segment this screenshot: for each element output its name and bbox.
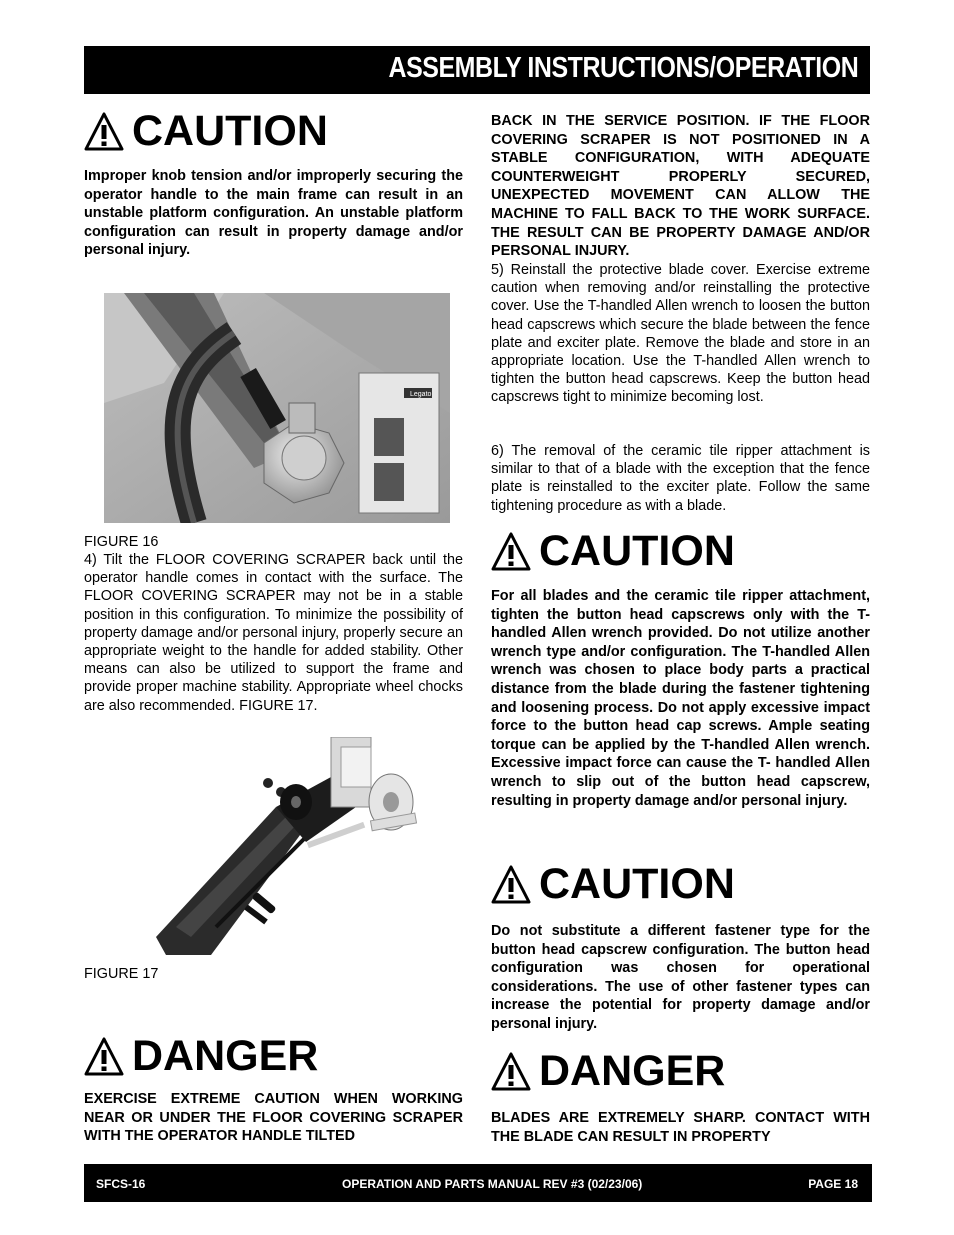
footer-bar [84, 1164, 872, 1202]
figure-16-photo [104, 293, 450, 523]
caution-heading-2 [491, 527, 735, 575]
warning-triangle-icon [84, 1037, 124, 1077]
danger-heading-1 [84, 1032, 319, 1080]
danger-text-1-continued: BACK IN THE SERVICE POSITION. IF THE FLOOR COVERING SCRAPER IS NOT POSITIONED IN A STABLE CONFIGURATION, WITH ADEQUATE COUNTERWEIGHT PROPERLY SECURED, UNEXPECTED MOVEMENT CAN ALLOW THE MACHINE TO FALL BACK TO THE WORK SURFACE. THE RESULT CAN BE PROPERTY DAMAGE AND/OR PERSONAL INJURY. [491, 113, 870, 260]
caution-heading-text: CAUTION [539, 527, 735, 575]
caution-heading-text: CAUTION [132, 107, 328, 155]
step-6-text: 6) The removal of the ceramic tile ripper attachment is similar to that of a blade with the exception that the fence plate is reinstalled to the exciter plate. Follow the same tightening procedure as with a blade. [491, 443, 870, 514]
danger-heading-2 [491, 1047, 726, 1095]
figure-17-caption: FIGURE 17 [84, 966, 159, 982]
page-section-title: ASSEMBLY INSTRUCTIONS/OPERATION [388, 52, 858, 84]
warning-triangle-icon [491, 865, 531, 905]
header-bar [84, 46, 870, 94]
footer-doc-code: SFCS-16 [96, 1177, 146, 1191]
caution-text-3: Do not substitute a different fastener type for the button head capscrew configuration. The button head configuration was chosen for operational considerations. The use of other fastener types can increase the potential for property damage and/or personal injury. [491, 923, 870, 1032]
warning-triangle-icon [491, 532, 531, 572]
danger-text-2: BLADES ARE EXTREMELY SHARP. CONTACT WITH THE BLADE CAN RESULT IN PROPERTY [491, 1110, 870, 1145]
caution-heading-3 [491, 860, 735, 908]
caution-text-1: Improper knob tension and/or improperly securing the operator handle to the main frame can result in an unstable platform configuration. An unstable platform configuration can result in property damage and/or personal injury. [84, 168, 463, 259]
footer-manual-title: OPERATION AND PARTS MANUAL REV #3 (02/23/06) [342, 1177, 643, 1191]
step-5-text: 5) Reinstall the protective blade cover. Exercise extreme caution when removing and/or reinstalling the protective cover. Use the T-handled Allen wrench to loosen the button head capscrews which secure the blade between the fence plate and exciter plate. Remove the blade and store in an appropriate location. Use the T-handled Allen wrench to tighten the button head capscrews. Keep the button head capscrews tight to minimize becoming lost. [491, 262, 870, 406]
figure-16-caption: FIGURE 16 [84, 534, 159, 550]
danger-text-1: EXERCISE EXTREME CAUTION WHEN WORKING NEAR OR UNDER THE FLOOR COVERING SCRAPER WITH THE OPERATOR HANDLE TILTED [84, 1091, 463, 1145]
step-4-text: 4) Tilt the FLOOR COVERING SCRAPER back until the operator handle comes in contact with the surface. The FLOOR COVERING SCRAPER may not be in a stable position in this configuration. To minimize the possibility of property damage and/or personal injury, properly secure an appropriate weight to the handle for added stability. Other means can also be utilized to support the frame and provide proper machine stability. Appropriate wheel chocks are also recommended. FIGURE 17. [84, 552, 463, 714]
caution-heading-text: CAUTION [539, 860, 735, 908]
warning-triangle-icon [491, 1052, 531, 1092]
danger-heading-text: DANGER [132, 1032, 319, 1080]
warning-triangle-icon [84, 112, 124, 152]
photo-brand-label: Legato [410, 391, 432, 398]
danger-heading-text: DANGER [539, 1047, 726, 1095]
caution-text-2: For all blades and the ceramic tile ripper attachment, tighten the button head capscrews only with the T-handled Allen wrench provided. Do not utilize another wrench type and/or configuration. The T-handled Allen wrench was chosen to place body parts a practical distance from the blade during the fastener tightening and loosening process. Do not apply excessive impact force to the button head cap screws. Ample seating torque can be applied by the T-handled Allen wrench. Excessive impact force can cause the T- handled Allen wrench to slip out of the button head capscrew, resulting in property damage and/or personal injury. [491, 588, 870, 809]
footer-page-number: PAGE 18 [808, 1177, 858, 1191]
figure-17-photo [156, 737, 436, 955]
caution-heading-1 [84, 107, 328, 155]
